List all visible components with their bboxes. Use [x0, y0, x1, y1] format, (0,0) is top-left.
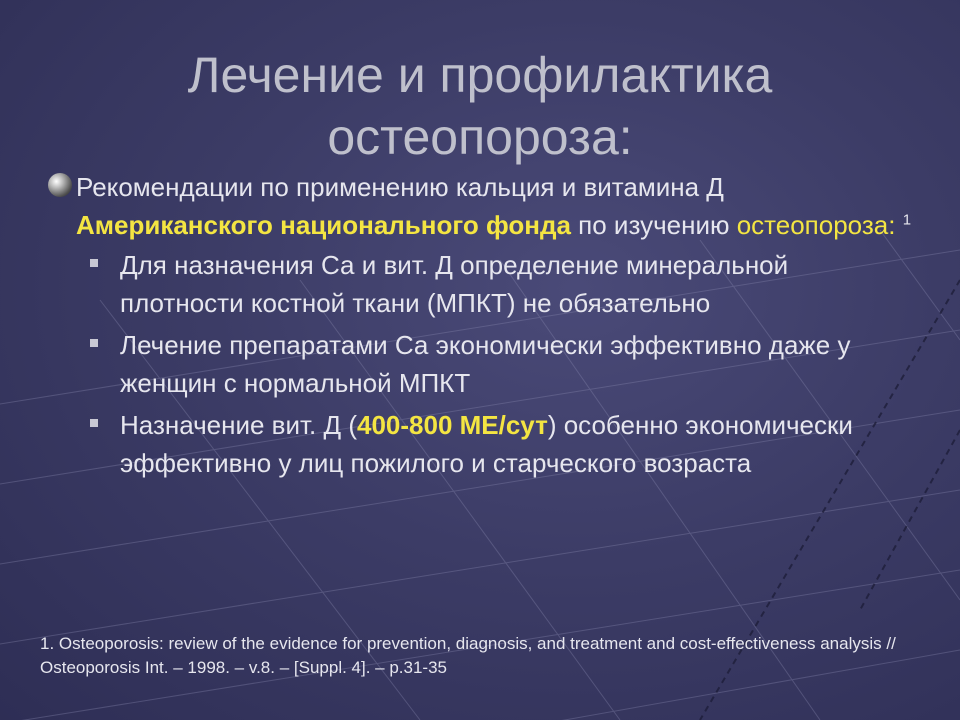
title-line-1: Лечение и профилактика [187, 47, 773, 103]
dosage-highlight: 400-800 МЕ/сут [356, 410, 548, 440]
footnote-reference: 1. Osteoporosis: review of the evidence for prevention, diagnosis, and treatment and cost-effectiveness analysis // Osteoporosis Int. – 1998. – v.8. – [Suppl. 4]. – p.31-35 [40, 634, 896, 677]
square-bullet-icon [90, 259, 98, 267]
title-line-2: остеопороза: [327, 109, 633, 165]
sub-bullet-item [120, 406, 920, 482]
sub-bullet-text-after: ) особенно экономически эффективно у лиц пожилого и старческого возраста [120, 410, 853, 478]
sphere-bullet-icon [48, 173, 72, 197]
slide-content [40, 168, 920, 486]
main-point-text-after: по изучению [570, 210, 737, 240]
main-point-text: Рекомендации по применению кальция и витамина Д [76, 172, 724, 202]
sub-bullet-item [120, 246, 920, 322]
square-bullet-icon [90, 419, 98, 427]
footnote-marker: 1 [902, 211, 912, 229]
sub-bullet-text: Для назначения Са и вит. Д определение минеральной плотности костной ткани (МПКТ) не обязательно [120, 250, 789, 318]
sub-bullet-text: Назначение вит. Д ( [120, 410, 357, 440]
sub-bullet-item [120, 326, 920, 402]
square-bullet-icon [90, 339, 98, 347]
slide-title [0, 44, 960, 168]
sub-bullet-list [40, 246, 920, 482]
main-point-highlight: Американского национального фонда [76, 210, 571, 240]
main-point-highlight-regular: остеопороза: [736, 210, 896, 240]
sub-bullet-text: Лечение препаратами Са экономически эффективно даже у женщин с нормальной МПКТ [120, 330, 851, 398]
main-bullet-point [40, 168, 920, 244]
